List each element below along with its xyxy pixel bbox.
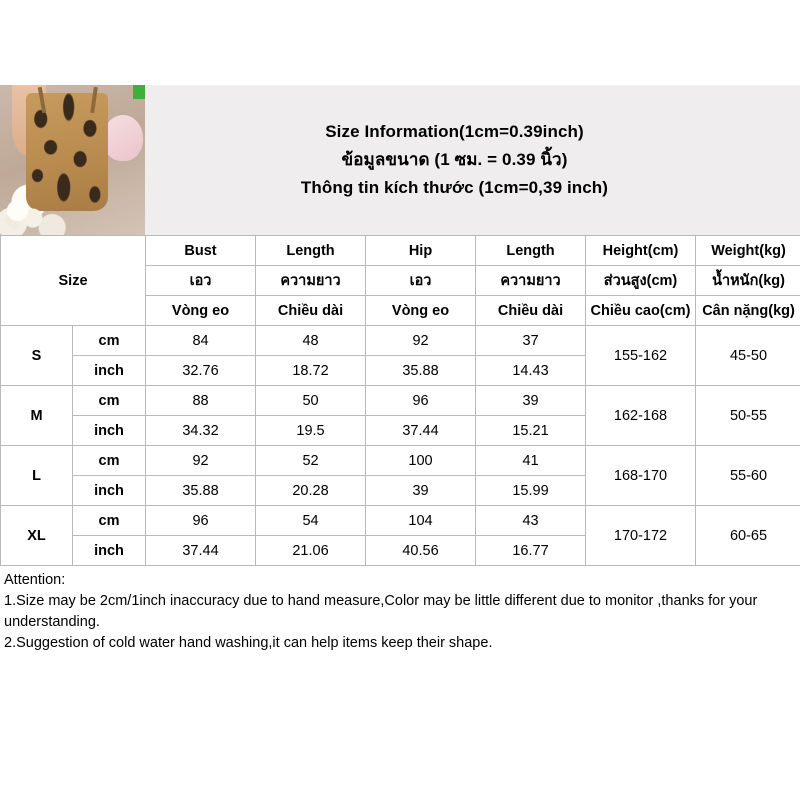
cell-hip-inch: 37.44: [366, 416, 476, 446]
cell-length1-inch: 21.06: [256, 536, 366, 566]
header-weight-vi: Cân nặng(kg): [696, 296, 800, 326]
unit-cell-inch: inch: [73, 356, 146, 386]
cell-hip-inch: 39: [366, 476, 476, 506]
header-weight-th: น้ำหนัก(kg): [696, 266, 800, 296]
header-weight-en: Weight(kg): [696, 236, 800, 266]
cell-length1-cm: 52: [256, 446, 366, 476]
product-photo: [0, 85, 145, 235]
table-row: [1, 506, 800, 536]
cell-hip-cm: 104: [366, 506, 476, 536]
attention-block: [0, 566, 800, 662]
header-height-en: Height(cm): [586, 236, 696, 266]
header-bust-th: เอว: [146, 266, 256, 296]
cell-length2-cm: 43: [476, 506, 586, 536]
cell-hip-cm: 92: [366, 326, 476, 356]
cell-hip-cm: 100: [366, 446, 476, 476]
header-height-vi: Chiều cao(cm): [586, 296, 696, 326]
cell-length2-cm: 41: [476, 446, 586, 476]
cell-hip-inch: 35.88: [366, 356, 476, 386]
cell-bust-inch: 32.76: [146, 356, 256, 386]
header-height-th: ส่วนสูง(cm): [586, 266, 696, 296]
size-table: [0, 235, 800, 566]
cell-bust-inch: 37.44: [146, 536, 256, 566]
cell-length2-inch: 15.99: [476, 476, 586, 506]
header-length2-en: Length: [476, 236, 586, 266]
cell-length1-cm: 50: [256, 386, 366, 416]
cell-bust-cm: 92: [146, 446, 256, 476]
chart-header: [0, 85, 800, 235]
cell-bust-cm: 88: [146, 386, 256, 416]
photo-flowers: [2, 197, 46, 231]
cell-weight-s: 45-50: [696, 326, 800, 386]
size-chart-sheet: [0, 85, 800, 662]
header-length1-en: Length: [256, 236, 366, 266]
cell-length1-cm: 48: [256, 326, 366, 356]
cell-height-xl: 170-172: [586, 506, 696, 566]
cell-length1-inch: 18.72: [256, 356, 366, 386]
header-bust-vi: Vòng eo: [146, 296, 256, 326]
header-size-cell: Size: [1, 236, 146, 326]
cell-bust-cm: 96: [146, 506, 256, 536]
cell-hip-inch: 40.56: [366, 536, 476, 566]
unit-cell-cm: cm: [73, 326, 146, 356]
title-thai: ข้อมูลขนาด (1 ซม. = 0.39 นิ้ว): [341, 150, 568, 169]
photo-pillow: [103, 115, 143, 161]
size-cell-m: M: [1, 386, 73, 446]
table-header-row-en: [1, 236, 800, 266]
cell-length2-inch: 14.43: [476, 356, 586, 386]
chart-title-block: [145, 85, 800, 235]
header-hip-vi: Vòng eo: [366, 296, 476, 326]
header-length2-vi: Chiều dài: [476, 296, 586, 326]
cell-height-s: 155-162: [586, 326, 696, 386]
cell-weight-xl: 60-65: [696, 506, 800, 566]
unit-cell-cm: cm: [73, 446, 146, 476]
cell-length1-inch: 19.5: [256, 416, 366, 446]
size-cell-xl: XL: [1, 506, 73, 566]
unit-cell-cm: cm: [73, 506, 146, 536]
unit-cell-inch: inch: [73, 476, 146, 506]
header-hip-en: Hip: [366, 236, 476, 266]
cell-length1-cm: 54: [256, 506, 366, 536]
cell-bust-cm: 84: [146, 326, 256, 356]
header-bust-en: Bust: [146, 236, 256, 266]
table-row: [1, 386, 800, 416]
title-english: Size Information(1cm=0.39inch): [325, 122, 584, 141]
cell-weight-m: 50-55: [696, 386, 800, 446]
attention-heading: Attention:: [4, 572, 66, 588]
cell-bust-inch: 35.88: [146, 476, 256, 506]
title-vietnamese: Thông tin kích thước (1cm=0,39 inch): [300, 178, 609, 197]
attention-line-2: 2.Suggestion of cold water hand washing,it can help items keep their shape.: [4, 635, 493, 651]
header-length1-th: ความยาว: [256, 266, 366, 296]
photo-green-marker: [133, 85, 145, 99]
table-row: [1, 326, 800, 356]
cell-height-l: 168-170: [586, 446, 696, 506]
cell-height-m: 162-168: [586, 386, 696, 446]
photo-leopard-dress: [26, 93, 108, 211]
cell-length2-cm: 39: [476, 386, 586, 416]
header-length1-vi: Chiều dài: [256, 296, 366, 326]
cell-length2-cm: 37: [476, 326, 586, 356]
header-hip-th: เอว: [366, 266, 476, 296]
unit-cell-inch: inch: [73, 536, 146, 566]
cell-weight-l: 55-60: [696, 446, 800, 506]
cell-length2-inch: 15.21: [476, 416, 586, 446]
size-cell-l: L: [1, 446, 73, 506]
cell-bust-inch: 34.32: [146, 416, 256, 446]
unit-cell-inch: inch: [73, 416, 146, 446]
cell-hip-cm: 96: [366, 386, 476, 416]
unit-cell-cm: cm: [73, 386, 146, 416]
attention-line-1: 1.Size may be 2cm/1inch inaccuracy due to hand measure,Color may be little different due to monitor ,thanks for your understanding.: [4, 593, 762, 630]
cell-length2-inch: 16.77: [476, 536, 586, 566]
header-length2-th: ความยาว: [476, 266, 586, 296]
table-row: [1, 446, 800, 476]
size-cell-s: S: [1, 326, 73, 386]
cell-length1-inch: 20.28: [256, 476, 366, 506]
